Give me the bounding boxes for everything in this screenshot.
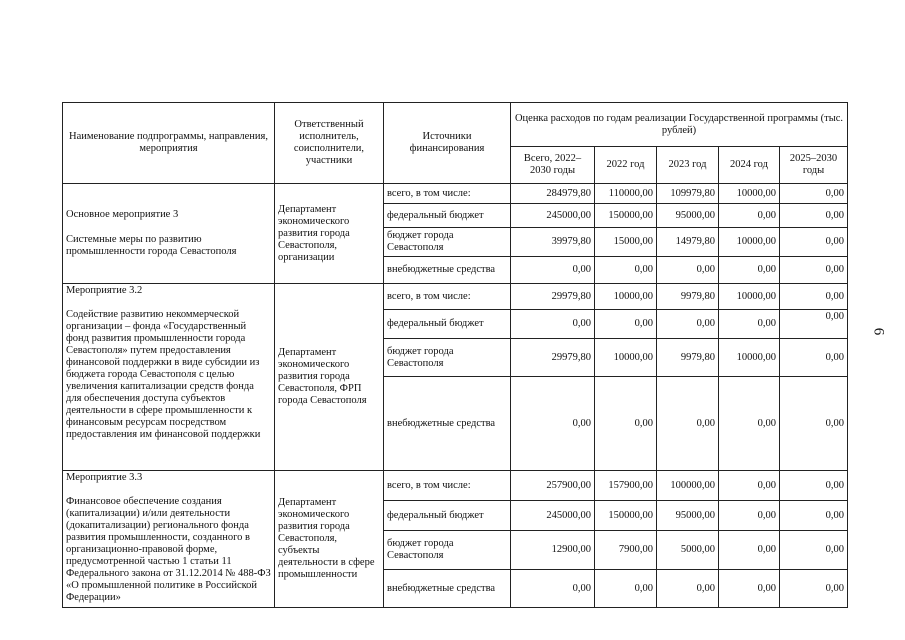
table-row bbox=[63, 184, 848, 204]
value-cell: 0,00 bbox=[780, 228, 848, 257]
table-row bbox=[63, 471, 848, 501]
value-cell: 0,00 bbox=[595, 377, 657, 471]
section-text: Финансовое обеспечение создания (капитализации) и/или деятельности (докапитализации) регионального фонда развития промышленности, созданного в организационно-правовой форме, предусмотренной частью 1 статьи 11 Федерального закона от 31.12.2014 № 488-ФЗ «О промышленной политике в Российской Федерации» bbox=[66, 496, 271, 603]
value-cell: 10000,00 bbox=[719, 228, 780, 257]
value-cell: 0,00 bbox=[719, 471, 780, 501]
value-cell: 0,00 bbox=[780, 257, 848, 284]
value-cell: 0,00 bbox=[780, 184, 848, 204]
value-cell: 0,00 bbox=[780, 570, 848, 608]
source-cell: внебюджетные средства bbox=[384, 257, 511, 284]
value-cell: 100000,00 bbox=[657, 471, 719, 501]
value-cell: 0,00 bbox=[780, 284, 848, 310]
header-year-2024: 2024 год bbox=[719, 147, 780, 184]
value-cell: 0,00 bbox=[780, 377, 848, 471]
value-cell: 0,00 bbox=[780, 310, 848, 339]
section-text: Содействие развитию некоммерческой организации – фонда «Государственный фонд развития промышленности города Севастополя» путем предоставления финансовой поддержки в виде субсидии из бюджета города Севастополя с целью увеличения капитализации средств фонда для обеспечения доступа субъектов деятельности в сфере промышленности к финансовым ресурсам посредством предоставления им финансовой поддержки bbox=[66, 309, 261, 440]
value-cell: 150000,00 bbox=[595, 204, 657, 228]
page-number: 6 bbox=[870, 327, 887, 336]
value-cell: 10000,00 bbox=[719, 339, 780, 377]
value-cell: 10000,00 bbox=[595, 339, 657, 377]
source-cell: внебюджетные средства bbox=[384, 377, 511, 471]
value-cell: 157900,00 bbox=[595, 471, 657, 501]
section-responsible: Департамент экономического развития города Севастополя, ФРП города Севастополя bbox=[275, 284, 384, 471]
value-cell: 39979,80 bbox=[511, 228, 595, 257]
value-cell: 0,00 bbox=[719, 204, 780, 228]
value-cell: 5000,00 bbox=[657, 531, 719, 570]
budget-table bbox=[62, 102, 848, 608]
value-cell: 9979,80 bbox=[657, 284, 719, 310]
header-responsible: Ответственный исполнитель, соисполнители, участники bbox=[275, 103, 384, 184]
value-cell: 0,00 bbox=[719, 377, 780, 471]
value-cell: 0,00 bbox=[719, 310, 780, 339]
source-cell: бюджет города Севастополя bbox=[384, 531, 511, 570]
value-cell: 0,00 bbox=[719, 501, 780, 531]
section-title: Мероприятие 3.2 bbox=[66, 285, 143, 296]
table-row bbox=[63, 284, 848, 310]
source-cell: всего, в том числе: bbox=[384, 184, 511, 204]
section-responsible: Департамент экономического развития города Севастополя, организации bbox=[275, 184, 384, 284]
value-cell: 14979,80 bbox=[657, 228, 719, 257]
value-cell: 95000,00 bbox=[657, 501, 719, 531]
source-cell: бюджет города Севастополя bbox=[384, 228, 511, 257]
value-cell: 9979,80 bbox=[657, 339, 719, 377]
value-cell: 29979,80 bbox=[511, 284, 595, 310]
section-name-cell bbox=[63, 284, 275, 471]
value-cell: 10000,00 bbox=[595, 284, 657, 310]
value-cell: 7900,00 bbox=[595, 531, 657, 570]
section-title: Основное мероприятие 3 bbox=[66, 209, 179, 220]
value-cell: 257900,00 bbox=[511, 471, 595, 501]
header-sources: Источники финансирования bbox=[384, 103, 511, 184]
value-cell: 0,00 bbox=[719, 570, 780, 608]
value-cell: 12900,00 bbox=[511, 531, 595, 570]
section-name-cell bbox=[63, 184, 275, 284]
value-cell: 245000,00 bbox=[511, 501, 595, 531]
source-cell: федеральный бюджет bbox=[384, 310, 511, 339]
value-cell: 95000,00 bbox=[657, 204, 719, 228]
value-cell: 10000,00 bbox=[719, 184, 780, 204]
value-cell: 0,00 bbox=[657, 377, 719, 471]
source-cell: федеральный бюджет bbox=[384, 204, 511, 228]
value-cell: 0,00 bbox=[719, 257, 780, 284]
source-cell: внебюджетные средства bbox=[384, 570, 511, 608]
value-cell: 0,00 bbox=[595, 257, 657, 284]
value-cell: 150000,00 bbox=[595, 501, 657, 531]
source-cell: всего, в том числе: bbox=[384, 471, 511, 501]
header-row-top bbox=[63, 103, 848, 147]
section-responsible: Департамент экономического развития города Севастополя, субъекты деятельности в сфере промышленности bbox=[275, 471, 384, 608]
value-cell: 0,00 bbox=[511, 310, 595, 339]
section-name-cell bbox=[63, 471, 275, 608]
value-cell: 0,00 bbox=[657, 570, 719, 608]
value-cell: 0,00 bbox=[780, 339, 848, 377]
value-cell: 109979,80 bbox=[657, 184, 719, 204]
value-cell: 110000,00 bbox=[595, 184, 657, 204]
header-year-total: Всего, 2022–2030 годы bbox=[511, 147, 595, 184]
value-cell: 29979,80 bbox=[511, 339, 595, 377]
value-cell: 0,00 bbox=[595, 310, 657, 339]
value-cell: 0,00 bbox=[780, 471, 848, 501]
section-title: Мероприятие 3.3 bbox=[66, 472, 143, 483]
header-year-2022: 2022 год bbox=[595, 147, 657, 184]
source-cell: бюджет города Севастополя bbox=[384, 339, 511, 377]
value-cell: 0,00 bbox=[780, 531, 848, 570]
value-cell: 10000,00 bbox=[719, 284, 780, 310]
value-cell: 0,00 bbox=[511, 257, 595, 284]
value-cell: 0,00 bbox=[511, 377, 595, 471]
section-text: Системные меры по развитию промышленности города Севастополя bbox=[66, 234, 237, 257]
value-cell: 0,00 bbox=[719, 531, 780, 570]
value-cell: 0,00 bbox=[780, 204, 848, 228]
header-year-2023: 2023 год bbox=[657, 147, 719, 184]
value-cell: 0,00 bbox=[780, 501, 848, 531]
value-cell: 245000,00 bbox=[511, 204, 595, 228]
header-estimate: Оценка расходов по годам реализации Государственной программы (тыс. рублей) bbox=[511, 103, 848, 147]
value-cell: 15000,00 bbox=[595, 228, 657, 257]
value-cell: 0,00 bbox=[595, 570, 657, 608]
header-year-2025-2030: 2025–2030 годы bbox=[780, 147, 848, 184]
source-cell: всего, в том числе: bbox=[384, 284, 511, 310]
value-cell: 0,00 bbox=[657, 310, 719, 339]
value-cell: 0,00 bbox=[511, 570, 595, 608]
value-cell: 0,00 bbox=[657, 257, 719, 284]
value-cell: 284979,80 bbox=[511, 184, 595, 204]
header-name: Наименование подпрограммы, направления, мероприятия bbox=[63, 103, 275, 184]
source-cell: федеральный бюджет bbox=[384, 501, 511, 531]
